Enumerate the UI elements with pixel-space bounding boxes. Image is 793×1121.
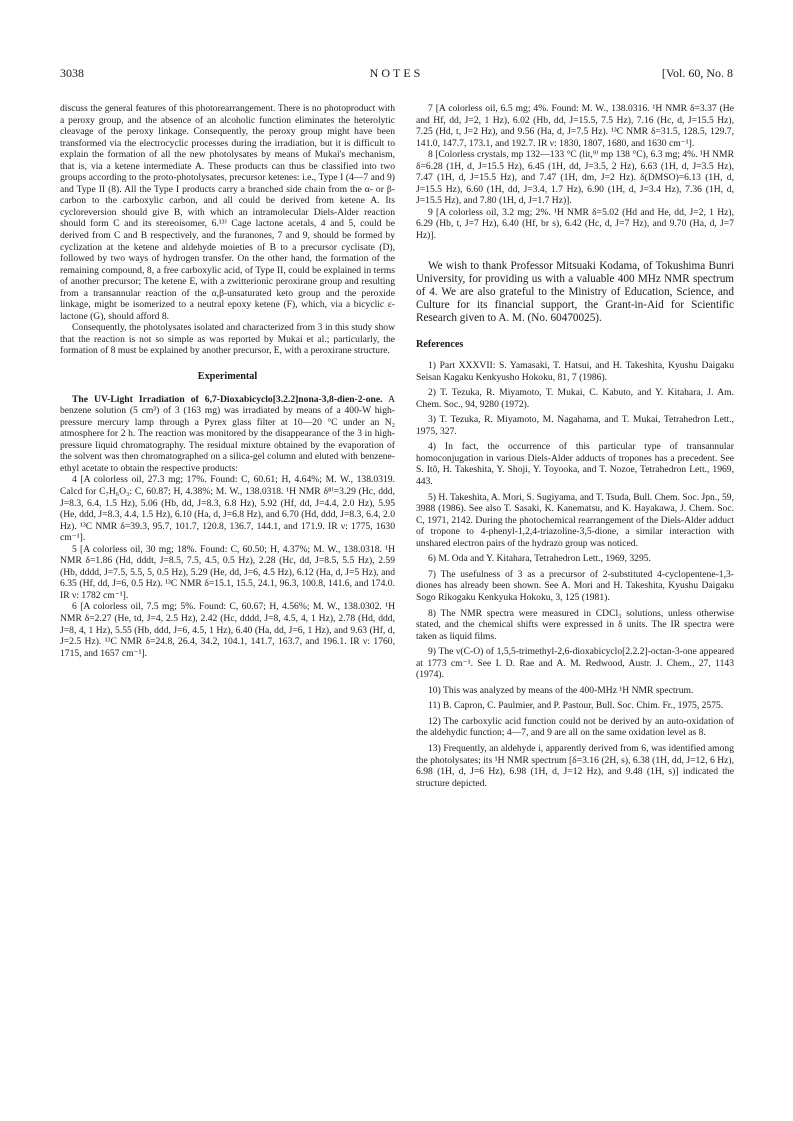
compound-entry: 5 [A colorless oil, 30 mg; 18%. Found: C, 60.50; H, 4.37%; M. W., 138.0318. ¹H NMR δ=1.86 (Hd, dddt, J=8.5, 7.5, 4.5, 0.5 Hz), 2.28 (Hc, dd, J=8.5, 5.5 Hz), 2.59 (Hb, dddd, J=7.5, 5.5, 5, 0.5 Hz), 5.29 (He, dd, J=6, 4.5 Hz), 6.12 (Ha, d, J=5 Hz), and 6.35 (Hf, dd, J=6, 0.5 Hz). ¹³C NMR δ=15.1, 15.5, 24.1, 96.3, 100.8, 141.6, and 174.0. IR ν: 1782 cm⁻¹]. bbox=[60, 543, 395, 601]
reference-item: 3) T. Tezuka, R. Miyamoto, M. Nagahama, and T. Mukai, Tetrahedron Lett., 1975, 327. bbox=[416, 414, 734, 437]
journal-section-title: NOTES bbox=[369, 66, 424, 80]
volume-info: [Vol. 60, No. 8 bbox=[661, 66, 733, 80]
compound-entry: 7 [A colorless oil, 6.5 mg; 4%. Found: M. W., 138.0316. ¹H NMR δ=3.37 (He and Hf, dd, J=2, 1 Hz), 6.02 (Hb, dd, J=15.5, 7.5 Hz), 7.16 (Hc, d, J=15.5 Hz), 7.25 (Hd, t, J=2 Hz), and 9.56 (Ha, d, J=7.5 Hz). ¹³C NMR δ=31.5, 128.5, 129.7, 141.0, 147.7, 173.1, and 192.7. IR ν: 1830, 1807, 1680, and 1630 cm⁻¹]. bbox=[416, 103, 734, 149]
reference-item: 5) H. Takeshita, A. Mori, S. Sugiyama, and T. Tsuda, Bull. Chem. Soc. Jpn., 59, 3988 (1986). See also T. Sasaki, K. Kanematsu, and K. Hayakawa, J. Chem. Soc. C, 1971, 2142. During the photochemical rearrangement of the Diels-Alder adduct of tropone to 4-phenyl-1,2,4-triazoline-3,5-dione, a similar interaction with unshared electron pairs of the hydrazo group was noticed. bbox=[416, 491, 735, 549]
reference-item: 13) Frequently, an aldehyde i, apparently derived from 6, was identified among the photolysates; its ¹H NMR spectrum [δ=3.16 (2H, s), 6.38 (1H, dd, J=12, 6 Hz), 6.98 (1H, d, J=6 Hz), 6.98 (1H, d, J=12 Hz), and 9.48 (1H, s)] indicated the structure depicted. bbox=[416, 742, 734, 789]
reference-item: 11) B. Capron, C. Paulmier, and P. Pastour, Bull. Soc. Chim. Fr., 1975, 2575. bbox=[428, 700, 724, 712]
running-header bbox=[60, 66, 733, 86]
references-heading: References bbox=[416, 338, 464, 350]
body-paragraph: Consequently, the photolysates isolated and characterized from 3 in this study show that the reaction is not so simple as was reported by Mukai et al.; particularly, the formation of 8 must be explained by another precursor, E, with a peroxirane structure. bbox=[60, 322, 395, 357]
acknowledgment: We wish to thank Professor Mitsuaki Kodama, of Tokushima Bunri University, for providing us with a valuable 400 MHz NMR spectrum of 4. We are also grateful to the Ministry of Education, Science, and Culture for its financial support, the Grant-in-Aid for Scientific Research given to A. M. (No. 60470025). bbox=[416, 259, 734, 324]
experimental-intro bbox=[60, 394, 395, 475]
reference-list bbox=[416, 360, 734, 789]
compound-entry: 6 [A colorless oil, 7.5 mg; 5%. Found: C, 60.67; H, 4.56%; M. W., 138.0302. ¹H NMR δ=2.27 (He, td, J=4, 2.5 Hz), 2.42 (Hc, dddd, J=8, 4.5, 4, 1 Hz), 2.78 (Hd, ddd, J=8, 4, 1 Hz), 5.55 (Hb, ddd, J=6, 4.5, 1 Hz), 6.40 (Ha, dd, J=6, 1 Hz), and 9.63 (Hf, d, J=2.5 Hz). ¹³C NMR δ=24.8, 26.4, 34.2, 104.1, 141.7, 163.7, and 196.1. IR ν: 1760, 1715, and 1657 cm⁻¹]. bbox=[60, 601, 395, 659]
reference-item: 6) M. Oda and Y. Kitahara, Tetrahedron Lett., 1969, 3295. bbox=[428, 553, 651, 565]
compound-entry: 9 [A colorless oil, 3.2 mg; 2%. ¹H NMR δ=5.02 (Hd and He, dd, J=2, 1 Hz), 6.29 (Hb, t, J=7 Hz), 6.40 (Hf, br s), 6.42 (Hc, d, J=7 Hz), and 9.70 (Ha, d, J=7 Hz)]. bbox=[416, 206, 734, 242]
right-column bbox=[416, 103, 734, 793]
reference-item: 9) The ν(C-O) of 1,5,5-trimethyl-2,6-dioxabicyclo[2.2.2]-octan-3-one appeared at 1773 cm⁻¹. See I. D. Rae and A. M. Redwood, Austr. J. Chem., 27, 1143 (1974). bbox=[416, 646, 734, 681]
reference-item: 1) Part XXXVII: S. Yamasaki, T. Hatsui, and H. Takeshita, Kyushu Daigaku Seisan Kagaku Kenkyusho Hokoku, 81, 7 (1986). bbox=[416, 360, 734, 383]
section-heading-experimental: Experimental bbox=[197, 371, 258, 383]
page-number: 3038 bbox=[60, 66, 84, 80]
experimental-text: A benzene solution (5 cm³) of 3 (163 mg) was irradiated by means of a 400-W high-pressure mercury lamp through a Pyrex glass filter at 10—20 °C under an N₂ atmosphere for 2 h. The reaction was monitored by the disappearance of the 3 in high-pressure liquid chromatography. The residual mixture obtained by the evaporation of the solvent was then chromatographed on a silica-gel column and eluted with benzene-ethyl acetate to obtain the respective products: bbox=[60, 393, 395, 474]
reference-item: 12) The carboxylic acid function could not be derived by an auto-oxidation of the aldehydic function; 4—7, and 9 are all on the same oxidation level as 8. bbox=[416, 715, 734, 739]
reference-item: 4) In fact, the occurrence of this particular type of transannular homoconjugation in various Diels-Alder adducts of tropones has a precedent. See S. Itô, H. Takeshita, Y. Shoji, Y. Toyooka, and T. Nozoe, Tetrahedron Lett., 1969, 443. bbox=[416, 441, 734, 488]
compound-entry: 8 [Colorless crystals, mp 132—133 °C (lit,⁹⁾ mp 138 °C), 6.3 mg; 4%. ¹H NMR δ=6.28 (1H, d, J=15.5 Hz), 6.45 (1H, dd, J=3.5, 2 Hz), 6.63 (1H, d, J=3.5 Hz), 7.47 (1H, d, J=15.5 Hz), and 7.47 (1H, dm, J=2 Hz). δ(DMSO)=6.13 (1H, d, J=15.5 Hz), 6.60 (1H, dd, J=3.4, 1.7 Hz), 6.90 (1H, d, J=3.4 Hz), 7.36 (1H, d, J=15.5 Hz), and 7.80 (1H, d, J=1.7 Hz)]. bbox=[416, 149, 734, 207]
compound-entry: 4 [A colorless oil, 27.3 mg; 17%. Found: C, 60.61; H, 4.64%; M. W., 138.0319. Calcd for C₇H₆O₃: C, 60.87; H, 4.38%; M. W., 138.0318. ¹H NMR δ⁸⁾=3.29 (Hc, ddd, J=8.3, 6.4, 1.5 Hz), 5.06 (Hb, dd, J=8.3, 6.8 Hz), 5.92 (Hf, dd, J=4.4, 2.0 Hz), 5.95 (He, ddd, J=8.3, 4.4, 1.5 Hz), 6.10 (Ha, d, J=6.8 Hz), and 6.70 (Hd, ddd, J=8.3, 6.4, 2.0 Hz). ¹³C NMR δ=39.3, 95.7, 101.7, 120.8, 136.7, 144.1, and 171.9. IR ν: 1775, 1630 cm⁻¹]. bbox=[60, 474, 395, 544]
reference-item: 10) This was analyzed by means of the 400-MHz ¹H NMR spectrum. bbox=[428, 684, 694, 696]
left-column bbox=[60, 103, 395, 659]
reference-item: 7) The usefulness of 3 as a precursor of 2-substituted 4-cyclopentene-1,3-diones has already been shown. See A. Mori and H. Takeshita, Kyushu Daigaku Sogo Rikogaku Kenkyuka Hokoku, 3, 125 (1981). bbox=[416, 568, 734, 603]
reference-item: 8) The NMR spectra were measured in CDCl₃ solutions, unless otherwise stated, and the chemical shifts were expressed in δ units. The IR spectra were taken as liquid films. bbox=[416, 607, 734, 642]
experimental-title: The UV-Light Irradiation of 6,7-Dioxabicyclo[3.2.2]nona-3,8-dien-2-one. bbox=[72, 393, 383, 405]
reference-item: 2) T. Tezuka, R. Miyamoto, T. Mukai, C. Kabuto, and Y. Kitahara, J. Am. Chem. Soc., 94, 9280 (1972). bbox=[416, 387, 734, 410]
body-paragraph: discuss the general features of this photorearrangement. There is no photoproduct with a peroxy group, and the absence of an alcoholic function eliminates the heterolytic cleavage of the peroxy linkage. Consequently, the peroxy group might have been transformed via the electrocyclic processes during the irradiation, but it is difficult to explain the formation of all the new photolysates by means of Mukai's mechanism, that is, via a ketene intermediate A. These products can thus be classified into two groups according to the proto-photolysates, precursor ketenes: i.e., Type I (4—7 and 9) and Type II (8). All the Type I products carry a branched side chain from the α- or β-carbon to the carboxylic carbon, and all could be derived from ketene A. Its cycloreversion should give B, with which an intramolecular Diels-Alder reaction should form C and its stereoisomer, 6.¹³⁾ Cage lactone acetals, 4 and 5, could be derived from C and B respectively, and the furanones, 7 and 9, should be formed by cyclization at the ketene and aldehyde moieties of B to a precursor cyclisate (D), followed by two ways of hydrogen transfer. On the other hand, the formation of the remaining compound, 8, a free carboxylic acid, of Type II, could be explained in terms of another precursor; The ketene E, with a zwitterionic peroxirane group and resulting from a transannular reaction of the α,β-unsaturated keto group and the peroxide linkage, might be isomerized to a neutral epoxy ketene (F), which, via a bicyclic ε-lactone (G), should afford 8. bbox=[60, 103, 395, 322]
